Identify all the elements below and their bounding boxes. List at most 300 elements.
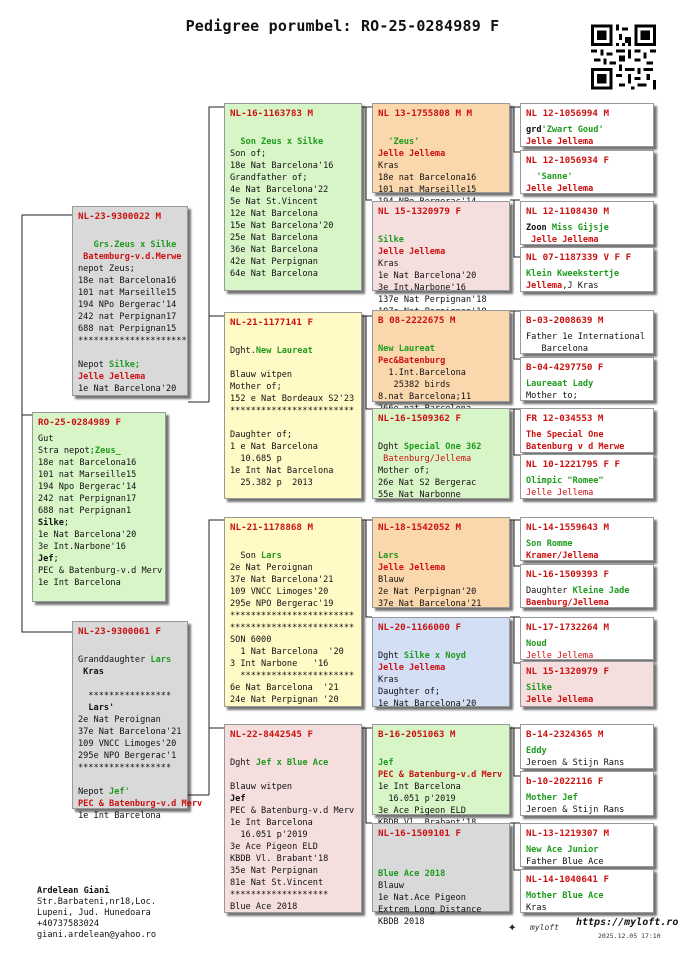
pedigree-card-gen5-11[interactable] (520, 617, 654, 660)
card-text: 1e Nat Barcelona'20 (38, 530, 137, 540)
card-line (78, 383, 182, 395)
ring-number: B-04-4297750 F (526, 362, 604, 373)
card-line (78, 239, 182, 251)
card-line (38, 529, 160, 541)
card-line (230, 477, 356, 489)
card-line (38, 505, 160, 517)
ring-number: NL 12-1056994 M (526, 108, 609, 119)
pedigree-card-gen5-15[interactable] (520, 823, 654, 867)
card-line (378, 674, 504, 686)
card-text: Son Romme (526, 539, 573, 549)
pedigree-card-sire-sire-sire[interactable] (372, 103, 510, 193)
card-text: 24e Nat Perpignan '20 (230, 695, 339, 705)
ring-number: B 08-2222675 M (378, 315, 456, 326)
pedigree-card-subject[interactable] (32, 412, 166, 602)
card-line (230, 220, 356, 232)
card-text: 3e Ace Pigeon ELD (378, 806, 466, 816)
card-text: 5e Nat St.Vincent (230, 197, 318, 207)
card-line (526, 902, 648, 914)
card-text: Dght (378, 651, 404, 661)
ring-number: NL 10-1221795 F F (526, 459, 621, 470)
ring-number: NL-14-1040641 F (526, 874, 609, 885)
card-line (78, 702, 182, 714)
card-line (78, 335, 187, 347)
card-text: Son Zeus x Silke (230, 137, 324, 147)
card-text: ********************* (78, 336, 187, 346)
card-line (78, 654, 182, 666)
card-text: 194 NPo Bergerac'14 (78, 300, 177, 310)
card-text: 101 nat Marseille15 (78, 288, 177, 298)
card-line (526, 475, 648, 487)
card-text: Silke; (109, 360, 141, 370)
card-line (526, 280, 648, 292)
card-text: Jelle Jellema (378, 563, 446, 573)
card-text: Kras (78, 667, 104, 677)
card-text: Eddy (526, 746, 547, 756)
ring-number: B-14-2324365 M (526, 729, 604, 740)
card-text: 64e Nat Barcelona (230, 269, 318, 279)
card-line (526, 183, 648, 195)
card-line (378, 550, 504, 562)
card-text: Blauw (378, 881, 404, 891)
card-line (78, 287, 182, 299)
card-line (230, 196, 356, 208)
card-line (526, 844, 648, 856)
pedigree-card-sire-sire-dam[interactable] (372, 201, 510, 305)
card-line (526, 638, 648, 650)
card-line (230, 441, 356, 453)
card-line (378, 805, 504, 817)
card-text: 101 nat Marseille15 (378, 185, 477, 195)
card-line (526, 331, 648, 343)
card-line (378, 184, 504, 196)
owner-email[interactable]: giani.ardelean@yahoo.ro (37, 930, 156, 940)
pedigree-card-sire-dam-dam[interactable] (372, 408, 510, 499)
card-line (78, 323, 182, 335)
ring-number: NL-23-9300061 F (78, 626, 161, 637)
card-text: ; (63, 518, 70, 528)
card-line (378, 856, 504, 868)
card-line (230, 256, 356, 268)
card-line (230, 393, 356, 405)
card-line (230, 124, 356, 136)
card-line (38, 481, 160, 493)
card-line (230, 769, 356, 781)
card-line (378, 793, 504, 805)
card-line (230, 405, 356, 417)
card-line (230, 345, 356, 357)
card-text: Mother of; (378, 466, 430, 476)
card-text: 1.Int.Barcelona (378, 368, 466, 378)
card-text: 'Sanne' (526, 172, 573, 182)
card-text: SON 6000 (230, 635, 272, 645)
card-line (526, 597, 648, 609)
card-line (378, 453, 504, 465)
print-timestamp: 2025.12.05 17:10 (598, 932, 661, 940)
card-line (526, 694, 648, 706)
card-line (378, 916, 504, 928)
card-text: Baenburg/Jellema (526, 598, 609, 608)
card-line (378, 477, 504, 489)
card-line (230, 160, 356, 172)
card-line (230, 429, 356, 441)
card-text: 'Zwart Goud' (541, 125, 604, 135)
card-line (378, 246, 504, 258)
pedigree-card-dam-dam-dam[interactable] (372, 823, 510, 927)
card-text: 6e Nat Barcelona '21 (230, 683, 339, 693)
card-text: Jelle Jellema (526, 651, 594, 661)
card-line (230, 586, 356, 598)
card-line (526, 856, 648, 868)
card-line (526, 804, 648, 816)
ring-number: NL-22-8442545 F (230, 729, 313, 740)
card-text: 15e Nat Barcelona'20 (230, 221, 334, 231)
pedigree-card-gen5-16[interactable] (520, 869, 654, 913)
card-line (526, 682, 648, 694)
card-text: Granddaughter (78, 655, 151, 665)
card-text: Daughter of; (230, 430, 293, 440)
card-line (230, 901, 356, 913)
pedigree-card-gen5-5[interactable] (520, 310, 654, 354)
card-text: 109 VNCC Limoges'20 (78, 739, 177, 749)
card-line (526, 390, 648, 402)
ring-number: B-16-2051063 M (378, 729, 456, 740)
card-text: Noud (526, 639, 547, 649)
card-line (526, 487, 648, 499)
pedigree-card-sire-sire[interactable] (224, 103, 362, 291)
card-text: PEC & Batenburg-v.d Merv (230, 806, 355, 816)
card-line (378, 441, 504, 453)
card-text: 1e Nat Barcelona'20 (378, 699, 477, 709)
card-text: 4e Nat Barcelona'22 (230, 185, 329, 195)
card-text: PEC & Batenburg-v.d Merv (78, 799, 203, 809)
ring-number: NL 12-1108430 M (526, 206, 609, 217)
card-line (78, 726, 182, 738)
ring-number: NL-21-1178868 M (230, 522, 313, 533)
card-line (378, 429, 504, 441)
card-line (230, 172, 356, 184)
card-line (78, 263, 182, 275)
card-text: Jelle Jellema (526, 235, 599, 245)
ring-number: B-03-2008639 M (526, 315, 604, 326)
card-text: Silke x Noyd (403, 651, 466, 661)
card-text: Mother Jef (526, 793, 578, 803)
owner-phone: +40737583024 (37, 919, 100, 929)
card-line (378, 367, 504, 379)
card-line (378, 586, 504, 598)
card-text: 3 Int Narbone '16 (230, 659, 329, 669)
card-line (230, 865, 356, 877)
card-line (378, 598, 504, 610)
card-text: 16.051 p'2019 (378, 794, 456, 804)
card-text: Jef x Blue Ace (255, 758, 329, 768)
card-line (526, 234, 648, 246)
card-line (230, 208, 356, 220)
card-line (78, 311, 182, 323)
pedigree-card-dam-dam-sire[interactable] (372, 724, 510, 815)
card-text: 688 nat Perpignan15 (78, 324, 177, 334)
card-line (230, 682, 356, 694)
card-text: 18e nat Barcelona16 (78, 276, 177, 286)
pedigree-card-gen5-12[interactable] (520, 661, 654, 707)
card-line (378, 538, 504, 550)
card-line (378, 465, 504, 477)
card-line (230, 889, 356, 901)
card-line (38, 541, 160, 553)
pedigree-card-gen5-14[interactable] (520, 771, 654, 816)
card-text: 2e Nat Perpignan'20 (378, 587, 477, 597)
card-line (378, 662, 504, 674)
card-text: Father Blue Ace (526, 857, 604, 867)
card-text: 3e Ace Pigeon ELD (230, 842, 318, 852)
card-text: Jelle Jellema (378, 247, 446, 257)
card-line (230, 817, 356, 829)
card-text: Special One 362 (403, 442, 482, 452)
card-line (78, 227, 182, 239)
card-text: PEC & Batenburg-v.d Merv (378, 770, 503, 780)
card-line (78, 299, 182, 311)
card-line (230, 465, 356, 477)
card-text: 37e Nat Barcelona'21 (230, 575, 334, 585)
pedigree-card-dam[interactable] (72, 621, 203, 821)
ring-number: NL-17-1732264 M (526, 622, 609, 633)
card-text: Mother of; (230, 382, 282, 392)
card-text: New Laureat (378, 344, 435, 354)
pedigree-card-gen5-9[interactable] (520, 517, 654, 561)
ring-number: b-10-2022116 F (526, 776, 604, 787)
card-text: Lars (150, 655, 172, 665)
card-text: Extrem Long Distance (378, 905, 482, 915)
card-text: Jelle Jellema (78, 372, 146, 382)
card-text: Jef' (109, 787, 130, 797)
card-text: Mother Blue Ace (526, 891, 604, 901)
card-line (230, 694, 356, 706)
card-line (230, 184, 356, 196)
card-text: Grandfather of; (230, 173, 308, 183)
card-line (230, 453, 356, 465)
pedigree-card-dam-dam[interactable] (224, 724, 362, 913)
card-text: Father 1e International (526, 332, 645, 342)
card-text: New Ace Junior (526, 845, 599, 855)
card-text: 1e Nat.Ace Pigeon (378, 893, 466, 903)
card-line (230, 369, 356, 381)
card-line (378, 222, 504, 234)
card-line (378, 844, 504, 856)
card-line (230, 381, 356, 393)
card-line (378, 904, 504, 916)
card-line (230, 610, 356, 622)
card-line (378, 148, 504, 160)
pedigree-card-gen5-13[interactable] (520, 724, 654, 769)
card-text: 295e NPO Bergerac'1 (78, 751, 177, 761)
card-text: 2e Nat Peroignan (78, 715, 161, 725)
card-text: 10.685 p (230, 454, 282, 464)
card-text: 35e Nat Perpignan (230, 866, 318, 876)
card-text: Jelle Jellema (526, 137, 594, 147)
card-text: Jef (230, 794, 246, 804)
card-text: Pec&Batenburg (378, 356, 446, 366)
card-line (230, 148, 356, 160)
card-text: 16.051 p'2019 (230, 830, 308, 840)
card-line (230, 622, 356, 634)
card-line (378, 391, 504, 403)
card-line (526, 441, 648, 453)
card-line (230, 550, 356, 562)
ring-number: NL-16-1509393 F (526, 569, 609, 580)
card-text: 3e Int.Narbone'16 (38, 542, 126, 552)
pedigree-card-gen5-3[interactable] (520, 201, 654, 245)
pedigree-card-gen5-10[interactable] (520, 564, 654, 608)
card-line (378, 868, 504, 880)
card-line (230, 538, 356, 550)
card-line (378, 880, 504, 892)
card-text: nepot Zeus; (78, 264, 135, 274)
card-line (230, 598, 356, 610)
ring-number: NL 12-1056934 F (526, 155, 609, 166)
card-text: Batenburg/Jellema (378, 454, 472, 464)
card-text: Jef (38, 554, 54, 564)
pedigree-card-gen5-8[interactable] (520, 454, 654, 499)
card-line (78, 762, 182, 774)
card-text: PEC & Batenburg-v.d Merv (38, 566, 163, 576)
owner-name: Ardelean Giani (37, 886, 110, 896)
card-line (230, 417, 356, 429)
brand-url-link[interactable]: https://myloft.ro (576, 917, 679, 928)
card-text: Batemburg-v.d.Merwe (78, 252, 182, 262)
ring-number: NL-21-1177141 F (230, 317, 313, 328)
ring-number: NL 13-1755808 M M (378, 108, 473, 119)
card-text: 101 nat Marseille15 (38, 470, 137, 480)
card-line (378, 686, 504, 698)
card-line (378, 379, 504, 391)
card-line (526, 429, 648, 441)
card-text: ************************ (230, 406, 355, 416)
pedigree-card-gen5-4[interactable] (520, 247, 654, 292)
pedigree-card-dam-sire-sire[interactable] (372, 517, 510, 608)
card-text: Silke (526, 683, 552, 693)
card-text: Kras (378, 259, 399, 269)
ring-number: NL-23-9300022 M (78, 211, 161, 222)
card-line (78, 738, 182, 750)
card-line (78, 371, 182, 383)
card-text: 36e Nat Barcelona (230, 245, 318, 255)
card-line (230, 646, 356, 658)
pedigree-card-sire-dam[interactable] (224, 312, 362, 499)
card-line (378, 562, 504, 574)
card-line (526, 745, 648, 757)
card-text: Kras (378, 161, 399, 171)
card-line (230, 877, 356, 889)
card-line (378, 136, 504, 148)
card-text: ********************** (230, 671, 355, 681)
ring-number: NL-18-1542052 M (378, 522, 461, 533)
card-text: 18e nat Barcelona16 (378, 173, 477, 183)
card-text: Zoon (526, 223, 552, 233)
card-line (378, 698, 504, 710)
card-text: 242 nat Perpignan17 (38, 494, 137, 504)
card-text: ************************ (230, 623, 355, 633)
card-text: 1 e Nat Barcelona (230, 442, 318, 452)
pedigree-card-sire-dam-sire[interactable] (372, 310, 510, 402)
brand-footer (508, 917, 679, 947)
card-text: Dght (378, 442, 404, 452)
card-line (526, 792, 648, 804)
card-text: 18e nat Barcelona16 (38, 458, 137, 468)
card-text: Jelle Jellema (526, 184, 594, 194)
card-text: Jelle Jellema (526, 695, 594, 705)
card-text: KBDB 2018 (378, 917, 425, 927)
card-line (378, 270, 504, 282)
brand-logo-text: myloft (530, 923, 559, 932)
card-text: Jellema (526, 281, 563, 291)
pedigree-card-dam-sire-dam[interactable] (372, 617, 510, 707)
card-line (378, 160, 504, 172)
pedigree-card-gen5-2[interactable] (520, 150, 654, 194)
pedigree-card-gen5-1[interactable] (520, 103, 654, 147)
card-line (38, 565, 163, 577)
card-line (378, 745, 504, 757)
card-line (230, 781, 356, 793)
card-text: 1e Int Barcelona (230, 818, 313, 828)
ring-number: NL 15-1320979 F (378, 206, 461, 217)
card-line (230, 136, 356, 148)
card-line (78, 347, 182, 359)
owner-info (37, 886, 156, 941)
card-text: 55e Nat Narbonne (378, 490, 461, 500)
card-text: 1e Int Barcelona (38, 578, 121, 588)
card-line (378, 638, 504, 650)
card-text: 295e NPO Bergerac'19 (230, 599, 334, 609)
pedigree-card-dam-sire[interactable] (224, 517, 362, 707)
card-text: ,J Kras (562, 281, 599, 291)
card-line (230, 562, 356, 574)
card-line (38, 445, 160, 457)
card-line (38, 433, 160, 445)
card-line (526, 538, 648, 550)
card-line (230, 333, 356, 345)
card-text: Lars' (78, 703, 115, 713)
card-text: 25e Nat Barcelona (230, 233, 318, 243)
card-line (526, 136, 648, 148)
card-line (78, 642, 182, 654)
card-text: Dght. (230, 346, 256, 356)
ring-number: NL-16-1509362 F (378, 413, 461, 424)
card-line (230, 853, 356, 865)
card-line (378, 769, 504, 781)
card-text: 37e Nat Barcelona'21 (378, 599, 482, 609)
ring-number: NL 15-1320979 F (526, 666, 609, 677)
card-text: 688 nat Perpignan1 (38, 506, 132, 516)
card-line (230, 829, 356, 841)
card-text: 1e Nat Barcelona'20 (78, 384, 177, 394)
pedigree-card-gen5-6[interactable] (520, 357, 654, 401)
card-line (230, 244, 356, 256)
card-text: 8.nat Barcelona;11 (378, 392, 472, 402)
card-line (78, 810, 182, 822)
card-line (38, 469, 160, 481)
card-line (38, 493, 160, 505)
pedigree-card-sire[interactable] (72, 206, 188, 396)
card-line (38, 517, 160, 529)
card-line (230, 574, 356, 586)
card-line (526, 222, 648, 234)
pedigree-card-gen5-7[interactable] (520, 408, 654, 453)
card-text: 1e Int Barcelona (78, 811, 161, 821)
card-text: ; (53, 554, 59, 564)
card-line (78, 798, 203, 810)
card-line (526, 343, 648, 355)
card-line (526, 550, 648, 562)
